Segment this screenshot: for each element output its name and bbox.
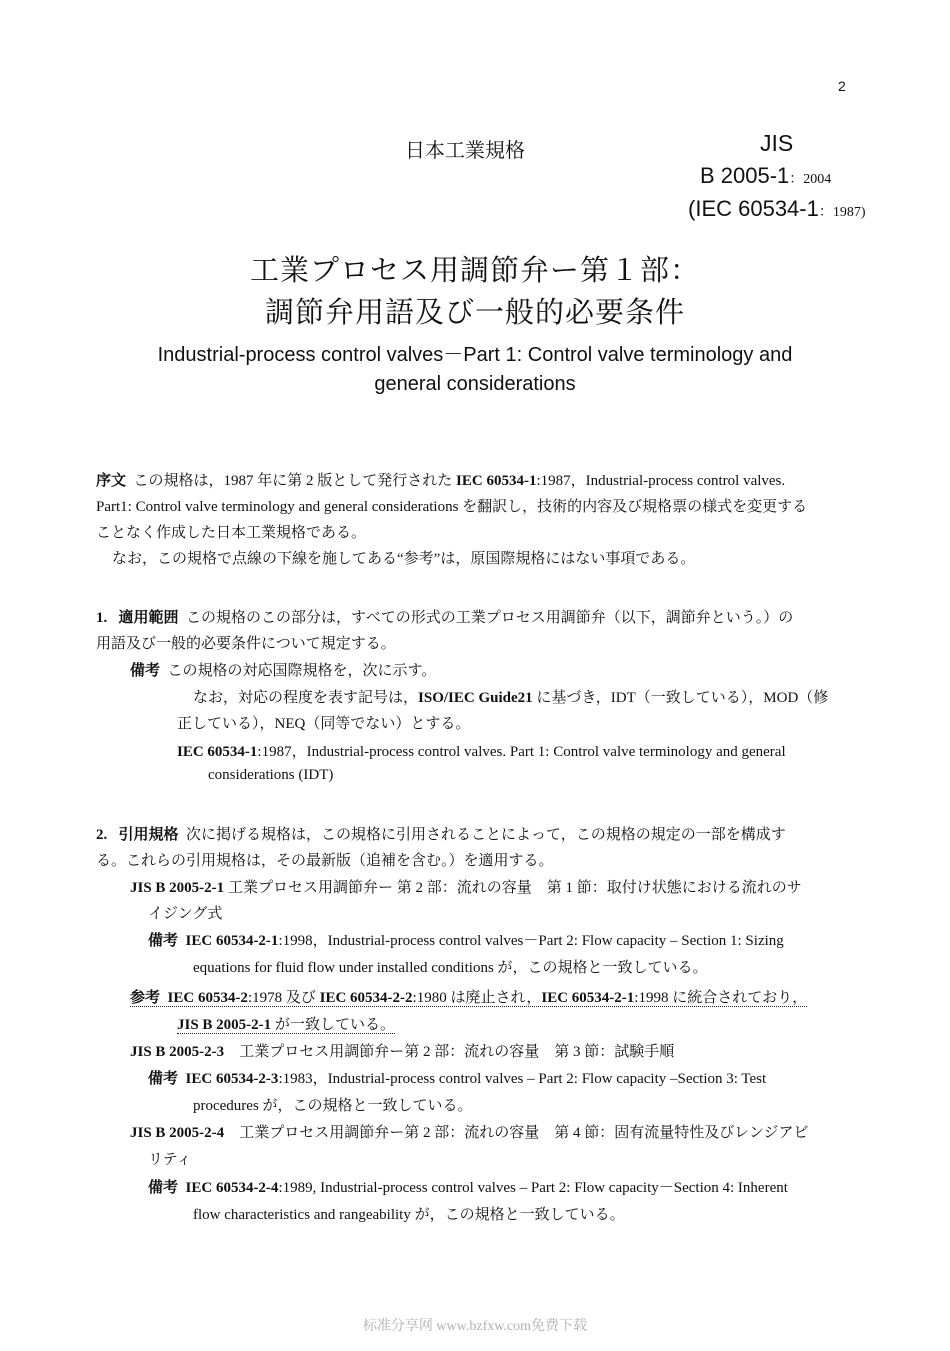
note-label: 参考 [130,990,161,1006]
preface-text: :1987，Industrial-process control valves. [536,473,786,489]
reference2-remark-line2: procedures が，この規格と一致している。 [193,1098,473,1114]
section1-remark-line2 [193,686,828,707]
preface-line2: Part1: Control valve terminology and general considerations を翻訳し，技術的内容及び規格票の様式を変更する [96,499,808,515]
remark-label: 備考 [148,933,179,949]
section2-number: 2. [96,827,108,843]
reference2-line1 [130,1040,674,1061]
remark-text: なお，対応の程度を表す記号は， [193,690,419,706]
preface-text: この規格は，1987 年に第 2 版として発行された [133,473,457,489]
note-text: :1980 は廃止され， [412,990,542,1006]
reference-note-line2 [177,1013,395,1034]
reference2-title: 工業プロセス用調節弁ー第 2 部：流れの容量 第 3 節：試験手順 [224,1044,675,1060]
note-text: :1998 に統合されており， [634,990,808,1006]
reference3-line2: リティ [148,1152,192,1168]
standard-number-year: ：2004 [789,172,832,187]
remark-text: に基づき，IDT（一致している），MOD（修 [532,690,829,706]
note-text: が一致している。 [271,1017,395,1033]
title-english-line2: general considerations [374,373,576,395]
section1-remark-line3: 正している），NEQ（同等でない）とする。 [177,716,471,732]
note-text: :1978 及び [247,990,320,1006]
remark-label: 備考 [130,663,161,679]
section1-remark-line1 [130,659,436,680]
reference3-title: 工業プロセス用調節弁ー第 2 部：流れの容量 第 4 節：固有流量特性及びレンジアビ [224,1125,809,1141]
iec-number-year: ：1987) [818,205,866,220]
preface-line1 [96,469,785,490]
remark-text: :1998，Industrial-process control valves－Part 2: Flow capacity – Section 1: Sizing [278,933,784,949]
japanese-standard-name: 日本工業規格 [405,140,525,162]
note-code: IEC 60534-2-1 [541,990,635,1006]
reference-note-line1 [130,986,807,1007]
title-japanese-line1: 工業プロセス用調節弁ー第１部： [249,255,700,287]
standard-number-code: B 2005-1 [700,163,790,188]
page-number: 2 [838,78,846,94]
note-code: IEC 60534-2-2 [319,990,413,1006]
title-english-line1: Industrial-process control valves－Part 1: Control valve terminology and [157,344,793,366]
section1-number: 1. [96,610,108,626]
reference3-remark-line1 [148,1176,788,1197]
remark-text: :1983，Industrial-process control valves – Part 2: Flow capacity –Section 3: Test [278,1071,767,1087]
section1-text: この規格のこの部分は，すべての形式の工業プロセス用調節弁（以下，調節弁という。）の [186,610,794,626]
section1-iec-reference-line1 [177,740,786,761]
standard-number [700,163,831,189]
preface-label: 序文 [96,473,127,489]
watermark: 标准分享网 www.bzfxw.com免费下载 [362,1319,588,1334]
reference2-code: JIS B 2005-2-3 [130,1044,225,1060]
preface-line4: なお，この規格で点線の下線を施してある“参考”は，原国際規格にはない事項である。 [112,551,696,567]
reference1-remark-line1 [148,929,784,950]
remark-label: 備考 [148,1071,179,1087]
reference2-remark-code: IEC 60534-2-3 [185,1071,279,1087]
note-code: IEC 60534-2 [167,990,248,1006]
section2-line2: る。これらの引用規格は，その最新版（追補を含む。）を適用する。 [96,853,554,869]
section1-line2: 用語及び一般的必要条件について規定する。 [96,636,396,652]
reference3-remark-line2: flow characteristics and rangeability が，この規格と一致している。 [193,1207,625,1223]
reference1-code: JIS B 2005-2-1 [130,880,225,896]
title-japanese-line2: 調節弁用語及び一般的必要条件 [264,297,685,329]
preface-iec-code: IEC 60534-1 [456,473,537,489]
remark-text: :1989, Industrial-process control valves – Part 2: Flow capacity－Section 4: Inherent [278,1180,788,1196]
section2-line1 [96,823,786,844]
reference1-remark-code: IEC 60534-2-1 [185,933,279,949]
remark-label: 備考 [148,1180,179,1196]
iec-number-code: (IEC 60534-1 [688,196,819,221]
reference2-remark-line1 [148,1067,766,1088]
section1-iec-reference-line2: considerations (IDT) [208,767,334,783]
section1-heading: 適用範囲 [118,610,179,626]
preface-line3: ことなく作成した日本工業規格である。 [96,525,367,541]
note-code: JIS B 2005-2-1 [177,1017,272,1033]
iec-reference-text: :1987，Industrial-process control valves. Part 1: Control valve terminology and general [257,744,786,760]
reference3-code: JIS B 2005-2-4 [130,1125,225,1141]
reference3-remark-code: IEC 60534-2-4 [185,1180,279,1196]
reference1-line2: イジング式 [148,906,223,922]
section2-heading: 引用規格 [118,827,179,843]
remark-text: この規格の対応国際規格を，次に示す。 [167,663,437,679]
jis-label: JIS [760,130,794,156]
iec-reference-code: IEC 60534-1 [177,744,258,760]
iec-number [688,196,866,222]
reference1-remark-line2: equations for fluid flow under installed conditions が，この規格と一致している。 [193,960,708,976]
reference1-title: 工業プロセス用調節弁ー 第 2 部：流れの容量 第 1 節：取付け状態における流れのサ [224,880,802,896]
section1-line1 [96,606,793,627]
reference3-line1 [130,1121,808,1142]
reference1-line1 [130,876,802,897]
iso-guide-code: ISO/IEC Guide21 [418,690,533,706]
section2-text: 次に掲げる規格は，この規格に引用されることによって，この規格の規定の一部を構成す [186,827,786,843]
